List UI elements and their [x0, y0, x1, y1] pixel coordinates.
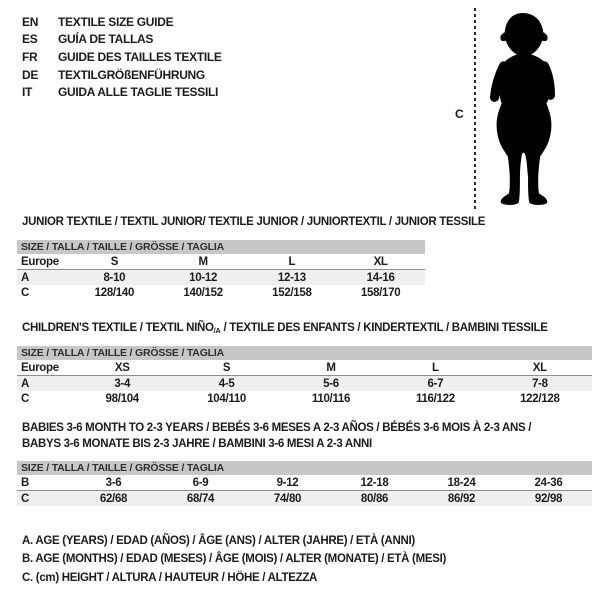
- children-title-prefix: CHILDREN'S TEXTILE / TEXTIL NIÑO: [22, 322, 214, 334]
- table-cell: 12-13: [277, 271, 306, 284]
- row-label: A: [21, 271, 30, 284]
- lang-title: TEXTILGRÖßENFÜHRUNG: [58, 67, 205, 82]
- babies-section-title: [22, 420, 531, 452]
- table-row: [17, 285, 425, 300]
- lang-row-es: [22, 31, 222, 49]
- lang-code: ES: [22, 32, 38, 47]
- table-row: [17, 376, 592, 391]
- lang-title: TEXTILE SIZE GUIDE: [58, 14, 174, 29]
- babies-size-table: [17, 461, 592, 506]
- table-cell: 110/116: [311, 392, 351, 405]
- table-cell: 6-9: [192, 476, 209, 489]
- table-cell: 24-36: [534, 476, 563, 489]
- table-cell: 68/74: [186, 492, 215, 505]
- children-title-suffix: / TEXTILE DES ENFANTS / KINDERTEXTIL / BAMBINI TESSILE: [220, 322, 548, 334]
- lang-title: GUÍA DE TALLAS: [58, 32, 154, 47]
- table-cell: S: [222, 361, 231, 374]
- row-label: C: [21, 492, 30, 505]
- table-cell: L: [432, 361, 439, 374]
- lang-row-it: [22, 83, 222, 101]
- lang-row-de: [22, 66, 222, 84]
- table-cell: XS: [114, 361, 130, 374]
- row-label: A: [21, 377, 30, 390]
- lang-title: GUIDA ALLE TAGLIE TESSILI: [58, 85, 219, 100]
- table-cell: 158/170: [360, 286, 401, 299]
- row-label: Europe: [21, 255, 59, 268]
- note-age-years: A. AGE (YEARS) / EDAD (AÑOS) / ÂGE (ANS) / ALTER (JAHRE) / ETÀ (ANNI): [22, 535, 415, 547]
- table-cell: 4-5: [218, 377, 235, 390]
- table-cell: 3-6: [105, 476, 122, 489]
- lang-code: DE: [22, 67, 39, 82]
- table-cell: 98/104: [105, 392, 139, 405]
- toddler-silhouette-icon: [482, 10, 566, 208]
- legend-notes: [22, 535, 446, 590]
- table-cell: 152/158: [272, 286, 312, 299]
- table-cell: 104/110: [207, 392, 247, 405]
- table-cell: 86/92: [447, 492, 476, 505]
- table-cell: M: [198, 255, 208, 268]
- table-cell: 62/68: [99, 492, 128, 505]
- table-cell: 74/80: [273, 492, 302, 505]
- table-cell: 128/140: [94, 286, 135, 299]
- table-cell: 18-24: [447, 476, 476, 489]
- children-size-table: [17, 346, 592, 406]
- table-cell: XL: [532, 361, 547, 374]
- language-title-list: [22, 13, 222, 101]
- table-row: [17, 254, 425, 270]
- note-height-cm: C. (cm) HEIGHT / ALTURA / HAUTEUR / HÖHE / ALTEZZA: [22, 571, 318, 584]
- children-title-subscript: /A: [213, 326, 221, 335]
- lang-row-fr: [22, 48, 222, 66]
- lang-title: GUIDE DES TAILLES TEXTILE: [58, 49, 222, 64]
- size-header-bar: SIZE / TALLA / TAILLE / GRÖSSE / TAGLIA: [17, 461, 592, 475]
- table-row: [17, 270, 425, 285]
- table-cell: 12-18: [360, 476, 389, 489]
- table-cell: 80/86: [360, 492, 389, 505]
- table-cell: L: [288, 255, 296, 268]
- table-cell: 7-8: [531, 377, 548, 390]
- junior-size-table: [17, 240, 425, 300]
- row-label: B: [21, 476, 30, 489]
- table-cell: S: [110, 255, 119, 268]
- table-cell: 14-16: [366, 271, 395, 284]
- table-cell: 3-4: [114, 377, 131, 390]
- table-cell: 5-6: [323, 377, 339, 390]
- table-cell: 8-10: [103, 271, 126, 284]
- table-row: [17, 360, 592, 376]
- table-row: [17, 391, 592, 406]
- table-cell: 122/128: [520, 392, 560, 405]
- lang-row-en: [22, 13, 222, 31]
- height-measure-dashed-line: [474, 8, 476, 210]
- size-header-bar: SIZE / TALLA / TAILLE / GRÖSSE / TAGLIA: [17, 240, 425, 254]
- table-cell: 92/98: [534, 492, 563, 505]
- row-label: C: [21, 392, 30, 405]
- lang-code: IT: [22, 85, 33, 100]
- table-cell: 9-12: [276, 476, 299, 489]
- height-marker-label: C: [455, 107, 464, 121]
- table-row: [17, 491, 592, 506]
- table-cell: M: [326, 361, 336, 374]
- size-header-bar: SIZE / TALLA / TAILLE / GRÖSSE / TAGLIA: [17, 346, 592, 360]
- table-cell: 10-12: [189, 271, 218, 284]
- table-cell: 140/152: [183, 286, 223, 299]
- junior-section-title: JUNIOR TEXTILE / TEXTIL JUNIOR/ TEXTILE JUNIOR / JUNIORTEXTIL / JUNIOR TESSILE: [22, 216, 486, 228]
- lang-code: EN: [22, 14, 39, 29]
- table-cell: XL: [373, 255, 388, 268]
- table-cell: 6-7: [427, 377, 444, 390]
- lang-code: FR: [22, 49, 38, 64]
- babies-title-line1: BABIES 3-6 MONTH TO 2-3 YEARS / BEBÉS 3-6 MESES A 2-3 AÑOS / BÉBÉS 3-6 MOIS À 2-3 ANS /: [22, 422, 532, 434]
- table-cell: 116/122: [416, 392, 455, 405]
- babies-title-line2: BABYS 3-6 MONATE BIS 2-3 JAHRE / BAMBINI 3-6 MESI A 2-3 ANNI: [22, 438, 372, 450]
- row-label: Europe: [21, 361, 59, 374]
- children-section-title: [22, 322, 548, 335]
- table-row: [17, 475, 592, 491]
- note-age-months: B. AGE (MONTHS) / EDAD (MESES) / ÂGE (MOIS) / ALTER (MONATE) / ETÀ (MESI): [22, 553, 447, 566]
- row-label: C: [21, 286, 30, 299]
